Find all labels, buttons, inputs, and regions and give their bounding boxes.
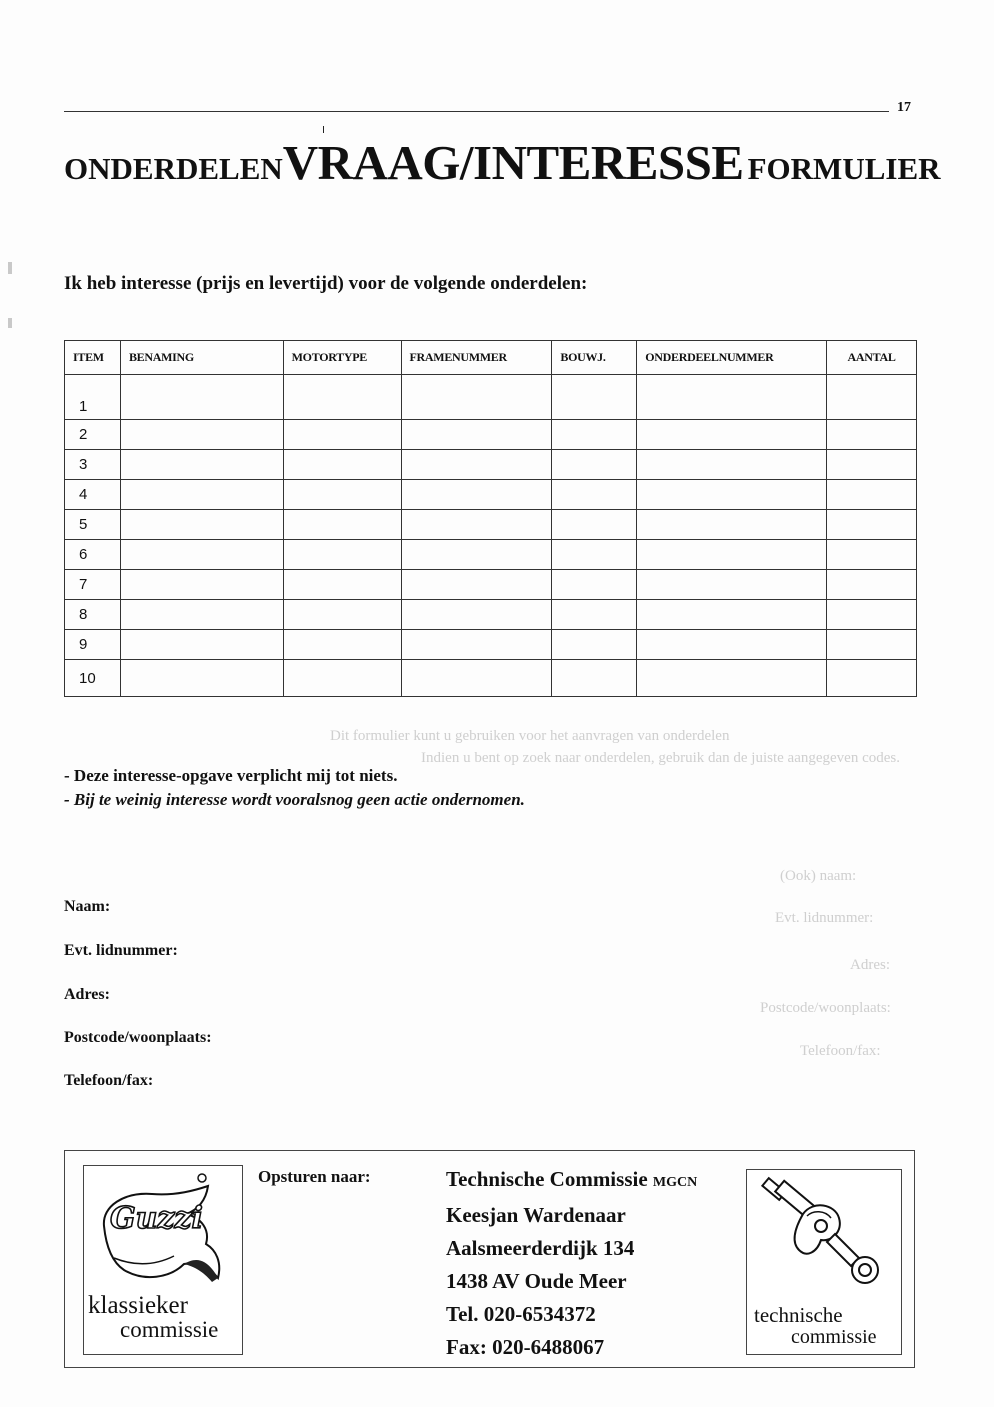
benaming-cell[interactable] (120, 570, 283, 600)
address-block (446, 1163, 697, 1364)
aantal-cell[interactable] (827, 480, 917, 510)
address-city: 1438 AV Oude Meer (446, 1269, 627, 1293)
intro-text: Ik heb interesse (prijs en levertijd) voor de volgende onderdelen: (64, 273, 588, 294)
aantal-cell[interactable] (827, 660, 917, 697)
onderdeelnummer-cell[interactable] (637, 540, 827, 570)
table-row (65, 450, 917, 480)
page-title (64, 135, 941, 190)
motortype-cell[interactable] (283, 375, 401, 420)
benaming-cell[interactable] (120, 420, 283, 450)
column-header-bouwjaar: BOUWJ. (552, 341, 637, 375)
table-row (65, 510, 917, 540)
address-name: Keesjan Wardenaar (446, 1203, 626, 1227)
logo-right-line-1: technische (754, 1303, 843, 1327)
address-organisation (446, 1163, 697, 1199)
motortype-cell[interactable] (283, 630, 401, 660)
org-abbreviation: MGCN (652, 1175, 698, 1190)
item-number: 1 (65, 375, 121, 420)
bouwjaar-cell[interactable] (552, 480, 637, 510)
table-row (65, 420, 917, 450)
parts-table (64, 340, 917, 697)
bouwjaar-cell[interactable] (552, 630, 637, 660)
aantal-cell[interactable] (827, 420, 917, 450)
field-label-adres: Adres: (64, 986, 110, 1003)
onderdeelnummer-cell[interactable] (637, 450, 827, 480)
show-through-postcode: Postcode/woonplaats: (760, 1000, 891, 1016)
field-label-naam: Naam: (64, 898, 111, 915)
aantal-cell[interactable] (827, 600, 917, 630)
table-header-row (65, 341, 917, 375)
guzzi-wordmark: Guzzi (110, 1201, 203, 1236)
org-name: Technische Commissie (446, 1167, 648, 1191)
onderdeelnummer-cell[interactable] (637, 375, 827, 420)
show-through-telefoon: Telefoon/fax: (800, 1043, 881, 1059)
table-row (65, 630, 917, 660)
table-row (65, 540, 917, 570)
framenummer-cell[interactable] (401, 510, 552, 540)
benaming-cell[interactable] (120, 510, 283, 540)
technische-commissie-logo (746, 1169, 902, 1355)
bouwjaar-cell[interactable] (552, 540, 637, 570)
logo-left-line-1: klassieker (88, 1292, 188, 1319)
table-row (65, 375, 917, 420)
motortype-cell[interactable] (283, 600, 401, 630)
show-through-naam: (Ook) naam: (780, 868, 857, 884)
address-street: Aalsmeerderdijk 134 (446, 1236, 635, 1260)
aantal-cell[interactable] (827, 450, 917, 480)
field-label-telefoon: Telefoon/fax: (64, 1072, 154, 1089)
bouwjaar-cell[interactable] (552, 570, 637, 600)
item-number: 6 (65, 540, 121, 570)
item-number: 9 (65, 630, 121, 660)
disclaimer-notes (64, 764, 525, 812)
aantal-cell[interactable] (827, 540, 917, 570)
show-through-text-1: Dit formulier kunt u gebruiken voor het aanvragen van onderdelen (330, 728, 730, 744)
benaming-cell[interactable] (120, 600, 283, 630)
item-number: 7 (65, 570, 121, 600)
motortype-cell[interactable] (283, 540, 401, 570)
bouwjaar-cell[interactable] (552, 375, 637, 420)
header-rule (64, 111, 889, 112)
motortype-cell[interactable] (283, 480, 401, 510)
benaming-cell[interactable] (120, 540, 283, 570)
framenummer-cell[interactable] (401, 540, 552, 570)
motortype-cell[interactable] (283, 450, 401, 480)
onderdeelnummer-cell[interactable] (637, 510, 827, 540)
edge-mark (8, 262, 12, 274)
address-phone: Tel. 020-6534372 (446, 1302, 596, 1326)
onderdeelnummer-cell[interactable] (637, 570, 827, 600)
title-part-2: VRAAG/INTERESSE (282, 135, 744, 190)
benaming-cell[interactable] (120, 450, 283, 480)
column-header-onderdeelnummer: ONDERDEELNUMMER (637, 341, 827, 375)
page-number: 17 (897, 100, 911, 115)
note-insufficient-interest: - Bij te weinig interesse wordt vooralsnog geen actie ondernomen. (64, 790, 525, 809)
edge-mark (8, 318, 12, 328)
tick-mark (323, 126, 324, 133)
benaming-cell[interactable] (120, 480, 283, 510)
framenummer-cell[interactable] (401, 420, 552, 450)
framenummer-cell[interactable] (401, 600, 552, 630)
item-number: 5 (65, 510, 121, 540)
framenummer-cell[interactable] (401, 480, 552, 510)
address-fax: Fax: 020-6488067 (446, 1335, 605, 1359)
field-label-lidnummer: Evt. lidnummer: (64, 942, 178, 959)
framenummer-cell[interactable] (401, 660, 552, 697)
table-row (65, 480, 917, 510)
item-number: 3 (65, 450, 121, 480)
bouwjaar-cell[interactable] (552, 450, 637, 480)
send-to-label: Opsturen naar: (258, 1167, 371, 1186)
show-through-lidnummer: Evt. lidnummer: (775, 910, 874, 926)
title-part-3: FORMULIER (747, 151, 941, 186)
column-header-motortype: MOTORTYPE (283, 341, 401, 375)
bouwjaar-cell[interactable] (552, 660, 637, 697)
column-header-item: ITEM (65, 341, 121, 375)
benaming-cell[interactable] (120, 630, 283, 660)
motortype-cell[interactable] (283, 660, 401, 697)
mailing-address-box (64, 1150, 915, 1368)
logo-right-line-2: commissie (791, 1326, 877, 1348)
item-number: 2 (65, 420, 121, 450)
bouwjaar-cell[interactable] (552, 510, 637, 540)
benaming-cell[interactable] (120, 660, 283, 697)
onderdeelnummer-cell[interactable] (637, 600, 827, 630)
onderdeelnummer-cell[interactable] (637, 480, 827, 510)
bouwjaar-cell[interactable] (552, 420, 637, 450)
onderdeelnummer-cell[interactable] (637, 420, 827, 450)
framenummer-cell[interactable] (401, 375, 552, 420)
framenummer-cell[interactable] (401, 570, 552, 600)
aantal-cell[interactable] (827, 570, 917, 600)
title-part-1: ONDERDELEN (64, 151, 283, 186)
table-row (65, 660, 917, 697)
motortype-cell[interactable] (283, 420, 401, 450)
table-row (65, 570, 917, 600)
show-through-adres: Adres: (850, 957, 890, 973)
item-number: 4 (65, 480, 121, 510)
bouwjaar-cell[interactable] (552, 600, 637, 630)
eagle-icon (84, 1166, 242, 1294)
column-header-aantal: AANTAL (827, 341, 917, 375)
table-row (65, 600, 917, 630)
framenummer-cell[interactable] (401, 630, 552, 660)
logo-left-line-2: commissie (120, 1317, 219, 1342)
aantal-cell[interactable] (827, 375, 917, 420)
aantal-cell[interactable] (827, 630, 917, 660)
show-through-text-2: Indien u bent op zoek naar onderdelen, gebruik dan de juiste aangegeven codes. (421, 750, 900, 766)
column-header-framenummer: FRAMENUMMER (401, 341, 552, 375)
motortype-cell[interactable] (283, 570, 401, 600)
motortype-cell[interactable] (283, 510, 401, 540)
item-number: 8 (65, 600, 121, 630)
crankshaft-icon (747, 1170, 901, 1300)
item-number: 10 (65, 660, 121, 697)
note-no-obligation: - Deze interesse-opgave verplicht mij tot niets. (64, 766, 398, 785)
klassieker-commissie-logo (83, 1165, 243, 1355)
benaming-cell[interactable] (120, 375, 283, 420)
onderdeelnummer-cell[interactable] (637, 630, 827, 660)
column-header-benaming: BENAMING (120, 341, 283, 375)
field-label-postcode: Postcode/woonplaats: (64, 1029, 212, 1046)
framenummer-cell[interactable] (401, 450, 552, 480)
aantal-cell[interactable] (827, 510, 917, 540)
onderdeelnummer-cell[interactable] (637, 660, 827, 697)
